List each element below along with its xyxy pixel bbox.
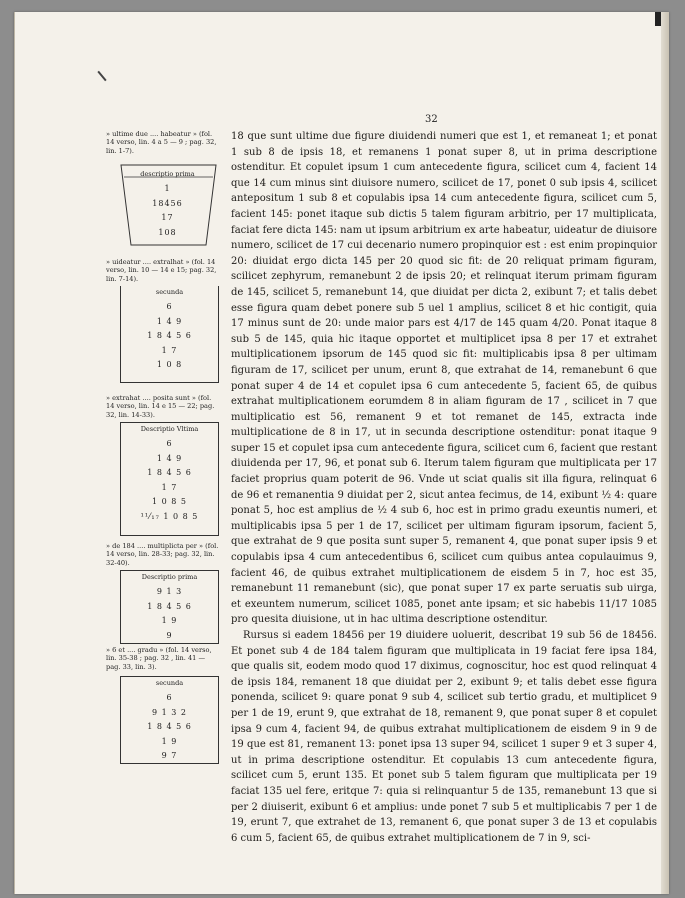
figure-row: 1 0 8 5 <box>152 497 187 506</box>
figure-descriptio-prima-2 <box>120 570 219 644</box>
figure-descriptio-vltima <box>120 422 219 536</box>
figure-row: 18456 <box>152 198 183 208</box>
figure-secunda-1 <box>120 286 219 383</box>
figure-row: 1 0 8 <box>156 360 183 369</box>
page-tab-mark <box>655 12 661 26</box>
figure-caption: secunda <box>155 679 184 687</box>
figure-row: 17 <box>161 213 174 222</box>
book-page <box>14 12 669 894</box>
figure-row: 6 <box>166 302 173 311</box>
pencil-mark <box>97 71 106 81</box>
figure-row: 1 8 4 5 6 <box>147 468 192 477</box>
paragraph-1: 18 que sunt ultime due figure diuidendi numeri que est 1, et remaneat 1; et ponat 1 sub 8 de ipsis 18, et remanens 1 ponat super 8, ut in prima descriptione ostenditur. Et copulet ipsum 1 cum antecedente figura, scilicet cum 4, facient 14 que 14 cum minus sint diuisore numero, scilicet de 17, ponet 0 sub ipsis 4, scilicet antepositum 1 sub 8 et copulabis ipsa 14 cum antecedente figura, scilicet cum 5, facient 145: ponet itaque sub dictis 5 talem figuram arbitrio, per 17 multiplicata, faciat fere dicta 145: nam ut ipsum arbitrium ex arte habeatur, uideatur de diuisore numero, scilicet de 17 cui decenario numero propinquior est : est enim propinquior 20: diuidat ergo dicta 145 per 20 quod sic fit: de 20 reliquat primam figuram, scilicet zephyrum, remanebunt 2 de ipsis 20; et relinquat iterum primam figuram de 145, scilicet 5, remanebunt 14, que diuidat per dicta 2, exibunt 7; et talis debet esse figura quam debet ponere sub 5 uel 1 amplius, scilicet 8 et hic contigit, quia 17 minus sunt de 20: unde maior pars est 4/17 de 145 quam 4/20. Ponat itaque 8 sub 5 de 145, quia hic itaque opportet et multiplicet ipsa 8 per 17 et extrahet multiplicationem ipsorum de 145 quod sic fit: multiplicabis ipsa 8 per ultimam figuram de 17, scilicet per unum, erunt 8, que extrahat de 14, remanebunt 6 que ponat super 4 de 14 et copulet ipsa 6 cum antecedente 5, facient 65, de quibus extrahat multiplicationem eorumdem 8 in aliam figuram de 17 , scilicet in 7 que multiplicatio est 56, remanent 9 et tot remanet de 145, extracta inde multiplicatione de 8 in 17, ut in secunda descriptione ostenditur: ponat itaque 9 super 15 et copulet ipsa cum antecedente figura, scilicet cum 6, facient que restant diuidenda per 17, 96, et ponat sub 6. Iterum talem figuram que multiplicata per 17 faciet proprius quam poterit de 96. Vnde ut sciat qualis sit illa figura, relinquat 6 de 96 et remanentia 9 diuidat per 2, sicut antea fecimus, de 14, exibunt ½ 4: quare ponat 5, hoc est amplius de ½ 4 sub 6, hoc est in primo gradu exeuntis numeri, et multiplicabis ipsa 5 per 1 de 17, scilicet per ultimam figuram ipsorum, facient 5, que extrahat de 9 que posita sunt super 5, remanent 4, que ponat super ipsis 9 et copulabis ipsa 4 cum antecedentibus 6, scilicet cum quibus antea copulauimus 9, facient 46, de quibus extrahet multiplicationem de eisdem 5 in 7, hoc est 35, remanebunt 11 remanebunt (sic), que ponat super 17 ex parte seruatis sub uirga, et exeuntem numerum, scilicet 1085, ponet ante ipsam; et sic habebis 11/17 1085 pro quesita diuisione, ut in hac ultima descriptione ostenditur. <box>231 131 657 626</box>
figure-caption: Descriptio Vltima <box>140 425 199 433</box>
figure-row: 1 4 9 <box>156 453 183 463</box>
figure-row: 6 <box>166 439 173 448</box>
margin-note-1: » ultime due .... habeatur » (fol. 14 verso, lin. 4 a 5 — 9 ; pag. 32, lin. 1-7). <box>106 130 217 155</box>
figure-row: 1 7 <box>161 345 178 355</box>
figure-row: 1 9 <box>161 616 178 625</box>
figure-descriptio-prima-1 <box>120 164 215 244</box>
figure-row: 9 1 3 <box>156 587 183 596</box>
figure-row: 108 <box>158 227 177 237</box>
main-text <box>231 129 657 846</box>
figure-row: 9 1 3 2 <box>152 707 187 717</box>
figure-secunda-2 <box>120 676 219 764</box>
figure-row: 1 9 <box>161 736 178 746</box>
paragraph-2: Rursus si eadem 18456 per 19 diuidere uoluerit, describat 19 sub 56 de 18456. Et ponet sub 4 de 184 talem figuram que multiplicata in 19 faciat fere ipsa 184, que qualis sit, eodem modo quod 17 diximus, cognoscitur, hoc est quod relinquat 4 de ipsis 184, remanent 18 que diuidat per 2, exibunt 9; et talis debet esse figura ponenda, scilicet 9: quare ponat 9 sub 4, scilicet sub tertio gradu, et multiplicet 9 per 1 de 19, erunt 9, que extrahat de 18, remanent 9, que ponat super 8 et copulet ipsa 9 cum 4, facient 94, de quibus extrahat multiplicationem de eisdem 9 in 9 de 19 que est 81, remanent 13: ponet ipsa 13 super 94, scilicet 1 super 9 et 3 super 4, ut in prima descriptione ostenditur. Et copulabis 13 cum antecedente figura, scilicet cum 5, erunt 135. Et ponet sub 5 talem figuram que multiplicata per 19 faciat 135 uel fere, eritque 7: quia si relinquantur 5 de 135, remanebunt 13 que si per 2 diuiserit, exibunt 6 et amplius: unde ponet 7 sub 5 et multiplicabis 7 per 1 de 19, erunt 7, que extrahet de 13, remanent 6, que ponat super 3 de 13 et copulabis 6 cum 5, facient 65, de quibus extrahet multiplicationem de 7 in 9, sci- <box>231 630 657 844</box>
page-number: 32 <box>425 114 438 125</box>
figure-row: ¹¹⁄₁₇ 1 0 8 5 <box>140 511 199 521</box>
figure-caption: Descriptio prima <box>141 573 198 581</box>
margin-note-3: » extrahat .... posita sunt » (fol. 14 verso, lin. 14 e 15 — 22; pag. 32, lin. 14-33). <box>106 394 215 419</box>
figure-row: 9 <box>166 630 173 640</box>
margin-note-5: » 6 et .... gradu » (fol. 14 verso, lin. 35-38 ; pag. 32 , lin. 41 — pag. 33, lin. 3). <box>106 646 212 671</box>
figure-row: 1 8 4 5 6 <box>147 601 192 611</box>
figure-row: 6 <box>166 693 173 702</box>
figure-row: 1 <box>164 184 171 193</box>
figure-row: 1 4 9 <box>156 316 183 326</box>
margin-note-2: » uideatur .... extralhat » (fol. 14 verso, lin. 10 — 14 e 15; pag. 32, lin. 7-14). <box>106 258 217 283</box>
figure-caption: descriptio prima <box>140 170 195 178</box>
figure-caption: secunda <box>155 288 184 296</box>
figure-row: 9 7 <box>161 751 178 760</box>
figure-row: 1 8 4 5 6 <box>147 331 192 340</box>
margin-note-4: » de 184 .... multiplicta per » (fol. 14 verso, lin. 28-33; pag. 32, lin. 32-40). <box>106 542 219 567</box>
page-edge <box>661 12 669 894</box>
figure-row: 1 8 4 5 6 <box>147 722 192 731</box>
figure-row: 1 7 <box>161 482 178 492</box>
